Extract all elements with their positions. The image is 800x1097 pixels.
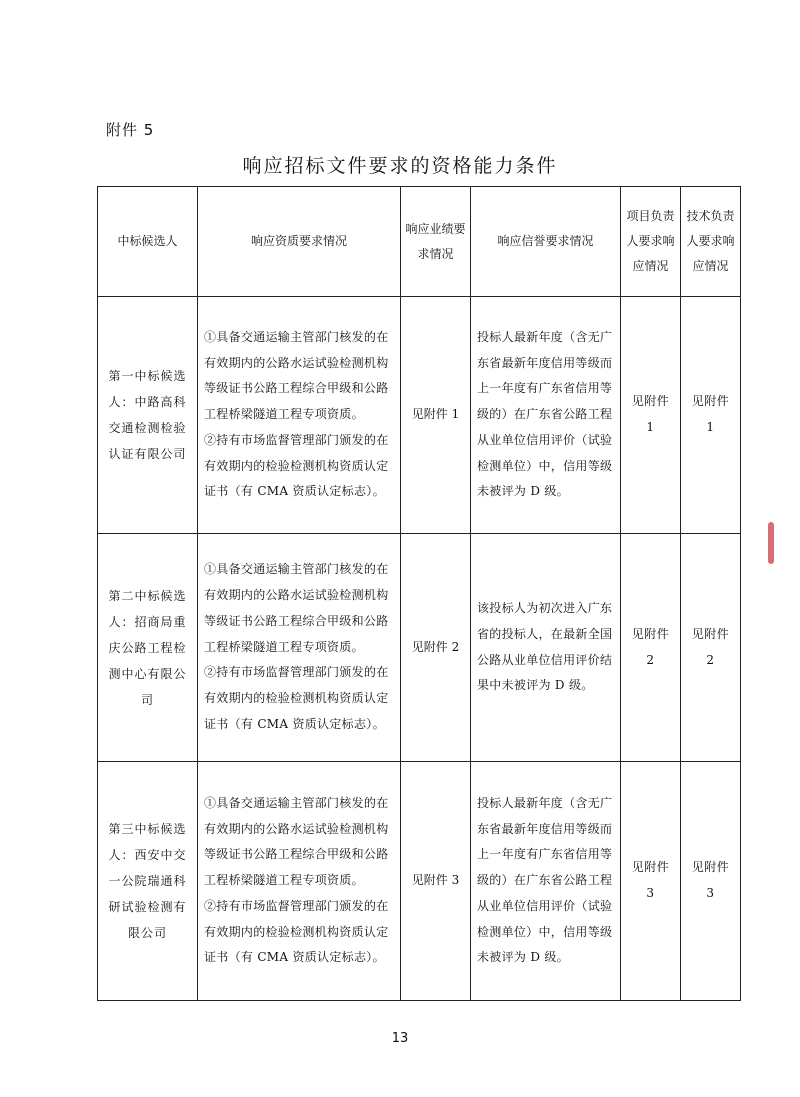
performance-cell: 见附件 2 (401, 534, 471, 762)
qualification-item: ②持有市场监督管理部门颁发的在有效期内的检验检测机构资质认定证书（有 CMA 资质认定标志）。 (204, 665, 389, 731)
qualification-table (97, 186, 741, 1001)
qualification-cell (198, 297, 401, 534)
attachment-label: 附件 5 (106, 121, 155, 139)
table-row (98, 762, 741, 1001)
table-row (98, 297, 741, 534)
qualification-item: ②持有市场监督管理部门颁发的在有效期内的检验检测机构资质认定证书（有 CMA 资质认定标志）。 (204, 898, 389, 965)
header-qualification: 响应资质要求情况 (198, 187, 401, 297)
candidate-cell: 第一中标候选人：中路高科交通检测检验认证有限公司 (98, 297, 198, 534)
credit-cell: 投标人最新年度（含无广东省最新年度信用等级而上一年度有广东省信用等级的）在广东省公路工程从业单位信用评价（试验检测单位）中，信用等级未被评为 D 级。 (471, 297, 621, 534)
technical-manager-cell: 见附件 1 (681, 297, 741, 534)
header-performance: 响应业绩要求情况 (401, 187, 471, 297)
page-number: 13 (391, 1031, 409, 1046)
credit-cell: 投标人最新年度（含无广东省最新年度信用等级而上一年度有广东省信用等级的）在广东省公路工程从业单位信用评价（试验检测单位）中，信用等级未被评为 D 级。 (471, 762, 621, 1001)
seal-edge-mark (768, 522, 774, 564)
header-credit: 响应信誉要求情况 (471, 187, 621, 297)
table-header-row (98, 187, 741, 297)
candidate-cell: 第二中标候选人：招商局重庆公路工程检测中心有限公司 (98, 534, 198, 762)
table-row (98, 534, 741, 762)
qualification-item: ①具备交通运输主管部门核发的在有效期内的公路水运试验检测机构等级证书公路工程综合甲级和公路工程桥梁隧道工程专项资质。 (204, 562, 389, 654)
qualification-item: ①具备交通运输主管部门核发的在有效期内的公路水运试验检测机构等级证书公路工程综合甲级和公路工程桥梁隧道工程专项资质。 (204, 329, 389, 422)
document-title: 响应招标文件要求的资格能力条件 (242, 155, 558, 177)
technical-manager-cell: 见附件 3 (681, 762, 741, 1001)
header-candidate: 中标候选人 (98, 187, 198, 297)
performance-cell: 见附件 1 (401, 297, 471, 534)
project-manager-cell: 见附件 1 (621, 297, 681, 534)
qualification-cell (198, 534, 401, 762)
qualification-cell (198, 762, 401, 1001)
credit-cell: 该投标人为初次进入广东省的投标人，在最新全国公路从业单位信用评价结果中未被评为 D 级。 (471, 534, 621, 762)
performance-cell: 见附件 3 (401, 762, 471, 1001)
project-manager-cell: 见附件 2 (621, 534, 681, 762)
header-technical-manager: 技术负责人要求响应情况 (681, 187, 741, 297)
technical-manager-cell: 见附件 2 (681, 534, 741, 762)
candidate-cell: 第三中标候选人：西安中交一公院瑞通科研试验检测有限公司 (98, 762, 198, 1001)
qualification-item: ②持有市场监督管理部门颁发的在有效期内的检验检测机构资质认定证书（有 CMA 资质认定标志）。 (204, 432, 389, 499)
project-manager-cell: 见附件 3 (621, 762, 681, 1001)
header-project-manager: 项目负责人要求响应情况 (621, 187, 681, 297)
qualification-item: ①具备交通运输主管部门核发的在有效期内的公路水运试验检测机构等级证书公路工程综合甲级和公路工程桥梁隧道工程专项资质。 (204, 795, 389, 888)
